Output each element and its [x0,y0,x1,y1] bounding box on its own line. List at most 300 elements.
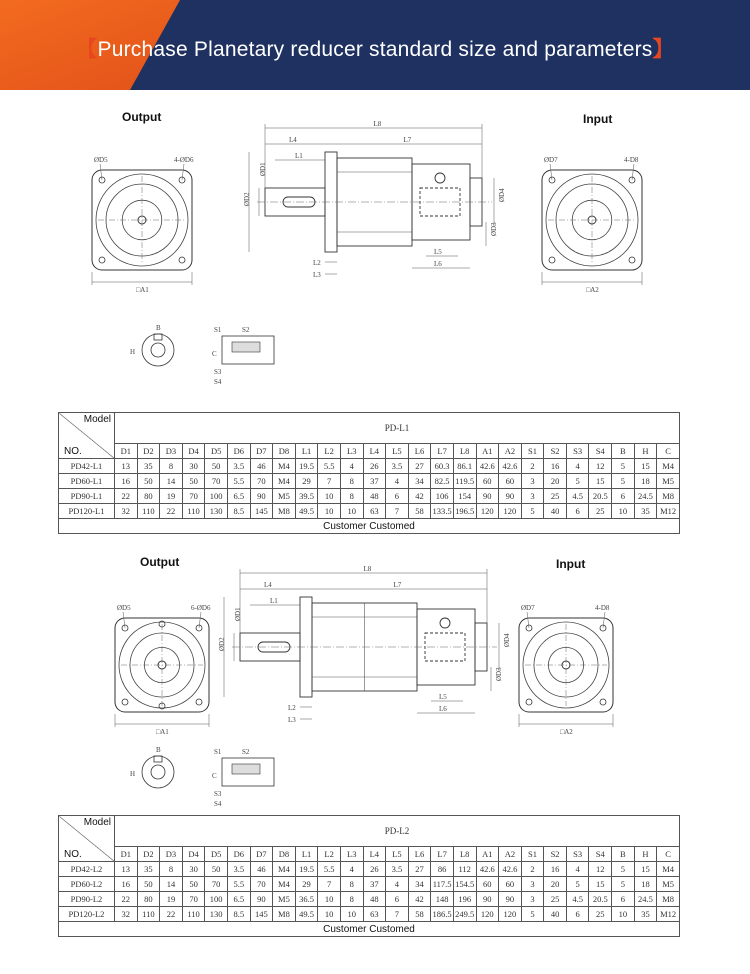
value-cell: 5 [612,459,635,474]
column-header: C [657,847,680,862]
value-cell: 8 [160,862,183,877]
value-cell: 13 [115,862,138,877]
column-header: H [634,847,657,862]
dim-label-d5: ØD5 [94,156,108,164]
dim-label-d8: 4-D8 [624,156,639,164]
value-cell: 3.5 [227,459,250,474]
column-header: L1 [295,444,318,459]
value-cell: 3 [521,474,544,489]
value-cell: 8.5 [227,504,250,519]
value-cell: 50 [182,877,205,892]
column-header: D2 [137,444,160,459]
value-cell: 7 [386,504,409,519]
dim-label-s4: S4 [214,378,222,386]
value-cell: 18 [634,474,657,489]
dim-label-s2: S2 [242,748,250,756]
column-header: L4 [363,847,386,862]
column-header: D3 [160,444,183,459]
value-cell: 120 [476,504,499,519]
bolt-hole-icon [99,257,105,263]
value-cell: M8 [273,504,296,519]
no-heading: NO. [64,849,82,860]
value-cell: 110 [137,504,160,519]
value-cell: 18 [634,877,657,892]
value-cell: 58 [408,907,431,922]
column-header: D7 [250,847,273,862]
technical-drawing [0,555,750,815]
value-cell: 130 [205,907,228,922]
bracket-close: 】 [652,38,674,61]
output-label: Output [122,110,162,124]
column-header: D8 [273,847,296,862]
input-label: Input [556,557,586,571]
column-header: B [612,444,635,459]
value-cell: 154.5 [453,877,476,892]
value-cell: 48 [363,892,386,907]
value-cell: 145 [250,504,273,519]
column-header: S4 [589,444,612,459]
value-cell: 39.5 [295,489,318,504]
column-header: D8 [273,444,296,459]
column-header: A2 [499,847,522,862]
dim-label-d4: ØD4 [503,633,511,647]
model-cell: PD60-L1 [59,474,115,489]
value-cell: 90 [476,892,499,907]
dim-label-l5: L5 [439,693,447,701]
value-cell: 35 [137,459,160,474]
value-cell: 50 [182,474,205,489]
column-header: A1 [476,847,499,862]
table-row [59,474,680,489]
value-cell: 19 [160,892,183,907]
value-cell: 42.6 [476,459,499,474]
side-view-drawing [249,124,494,274]
value-cell: 8 [160,459,183,474]
value-cell: 5.5 [227,877,250,892]
value-cell: 50 [137,474,160,489]
dim-label-b: B [156,746,161,754]
model-cell: PD42-L2 [59,862,115,877]
value-cell: 37 [363,877,386,892]
dim-label-l8: L8 [363,565,372,573]
value-cell: 6 [386,489,409,504]
table-row [59,459,680,474]
value-cell: 117.5 [431,877,454,892]
page-title [0,33,750,63]
value-cell: 10 [318,907,341,922]
value-cell: 249.5 [453,907,476,922]
value-cell: 5 [612,862,635,877]
value-cell: 20 [544,877,567,892]
value-cell: 4 [386,877,409,892]
value-cell: 5.5 [227,474,250,489]
model-heading: Model [83,414,111,425]
dim-label-l3: L3 [313,271,321,279]
keyway [154,756,162,762]
value-cell: 19.5 [295,862,318,877]
dim-label-d3: ØD3 [495,667,503,681]
column-header: D4 [182,444,205,459]
table-corner-cell [59,816,115,862]
value-cell: 25 [544,489,567,504]
series-name: PD-L2 [115,816,680,847]
value-cell: 186.5 [431,907,454,922]
dim-label-d8: 4-D8 [595,604,610,612]
value-cell: 32 [115,907,138,922]
dim-label-l5: L5 [434,248,442,256]
dim-label-l4: L4 [289,136,297,144]
value-cell: 29 [295,877,318,892]
value-cell: 4.5 [566,489,589,504]
value-cell: 100 [205,892,228,907]
dim-label-d1: ØD1 [259,162,267,176]
value-cell: 70 [250,474,273,489]
value-cell: 40 [544,907,567,922]
value-cell: 4 [340,459,363,474]
value-cell: 7 [318,474,341,489]
table-row [59,907,680,922]
value-cell: 60.3 [431,459,454,474]
value-cell: 10 [318,489,341,504]
input-label: Input [583,112,613,126]
value-cell: 40 [544,504,567,519]
value-cell: 8 [340,474,363,489]
column-header: L7 [431,847,454,862]
value-cell: 20.5 [589,892,612,907]
value-cell: 2 [521,862,544,877]
value-cell: 196 [453,892,476,907]
model-cell: PD90-L2 [59,892,115,907]
column-header: S4 [589,847,612,862]
value-cell: 154 [453,489,476,504]
dim-label-d6: 6-ØD6 [191,604,211,612]
clamp-screw-icon [440,618,450,628]
value-cell: 20 [544,474,567,489]
dim-label-d2: ØD2 [218,637,226,651]
value-cell: 27 [408,459,431,474]
value-cell: 48 [363,489,386,504]
value-cell: 22 [160,907,183,922]
key-slot [232,764,260,774]
value-cell: 3 [521,877,544,892]
value-cell: 15 [589,877,612,892]
value-cell: 50 [205,459,228,474]
value-cell: 5 [612,877,635,892]
value-cell: 36.5 [295,892,318,907]
value-cell: M8 [273,907,296,922]
dim-label-l4: L4 [264,581,272,589]
column-header: L2 [318,444,341,459]
value-cell: 60 [499,474,522,489]
column-header: H [634,444,657,459]
dim-label-l6: L6 [439,705,447,713]
value-cell: 80 [137,892,160,907]
value-cell: 16 [115,474,138,489]
value-cell: 130 [205,504,228,519]
value-cell: 42.6 [476,862,499,877]
value-cell: 82.5 [431,474,454,489]
column-header: L4 [363,444,386,459]
bolt-hole-icon [122,699,128,705]
shaft-section-outer [142,756,174,788]
value-cell: 133.5 [431,504,454,519]
value-cell: M4 [273,474,296,489]
value-cell: 8 [340,892,363,907]
value-cell: 110 [137,907,160,922]
value-cell: 46 [250,862,273,877]
value-cell: 49.5 [295,907,318,922]
value-cell: 5 [521,504,544,519]
dim-label-l1: L1 [295,152,303,160]
column-header: S2 [544,444,567,459]
dim-label-a1: □A1 [136,286,149,294]
dim-label-l8: L8 [373,120,382,128]
value-cell: 12 [589,862,612,877]
dim-label-d4: ØD4 [498,188,506,202]
value-cell: 20.5 [589,489,612,504]
value-cell: 8 [340,877,363,892]
output-label: Output [140,555,180,569]
value-cell: 42 [408,489,431,504]
value-cell: 10 [340,504,363,519]
value-cell: 70 [205,474,228,489]
column-header: S2 [544,847,567,862]
value-cell: 15 [589,474,612,489]
series-name: PD-L1 [115,413,680,444]
column-header: L3 [340,847,363,862]
value-cell: 16 [544,862,567,877]
model-cell: PD120-L2 [59,907,115,922]
value-cell: 25 [589,504,612,519]
key-slot [232,342,260,352]
value-cell: 6 [566,504,589,519]
value-cell: 24.5 [634,892,657,907]
value-cell: 10 [318,504,341,519]
value-cell: 42 [408,892,431,907]
dim-label-a2: □A2 [560,728,573,736]
value-cell: 27 [408,862,431,877]
value-cell: 90 [250,892,273,907]
value-cell: 80 [137,489,160,504]
model-cell: PD120-L1 [59,504,115,519]
value-cell: 6.5 [227,489,250,504]
column-header: D5 [205,847,228,862]
dim-label-s1: S1 [214,748,222,756]
dim-label-b: B [156,324,161,332]
column-header: L6 [408,444,431,459]
value-cell: 32 [115,504,138,519]
dim-label-d5: ØD5 [117,604,131,612]
dim-label-l3: L3 [288,716,296,724]
value-cell: 6 [612,892,635,907]
value-cell: M5 [657,474,680,489]
value-cell: 70 [205,877,228,892]
dim-label-l7: L7 [403,136,412,144]
value-cell: 35 [634,504,657,519]
value-cell: 26 [363,862,386,877]
value-cell: 4 [566,459,589,474]
table-corner-cell [59,413,115,459]
value-cell: 112 [453,862,476,877]
value-cell: 30 [182,459,205,474]
table-footer: Customer Customed [59,519,680,534]
value-cell: 60 [476,877,499,892]
value-cell: 58 [408,504,431,519]
dim-label-l1: L1 [270,597,278,605]
value-cell: 15 [634,459,657,474]
value-cell: 196.5 [453,504,476,519]
bolt-hole-icon [629,257,635,263]
output-flange-view [92,164,192,285]
table-footer-row [59,519,680,534]
value-cell: 34 [408,877,431,892]
column-header: L5 [386,444,409,459]
value-cell: 148 [431,892,454,907]
value-cell: 90 [476,489,499,504]
table-row [59,504,680,519]
value-cell: 120 [476,907,499,922]
value-cell: 70 [182,489,205,504]
value-cell: 26 [363,459,386,474]
shaft-section-outer [142,334,174,366]
value-cell: 7 [318,877,341,892]
value-cell: 6 [566,907,589,922]
value-cell: 19.5 [295,459,318,474]
value-cell: 12 [589,459,612,474]
value-cell: 60 [476,474,499,489]
value-cell: 70 [250,877,273,892]
value-cell: 10 [340,907,363,922]
value-cell: 10 [612,907,635,922]
dim-label-s3: S3 [214,790,222,798]
value-cell: M5 [657,877,680,892]
dim-label-d3: ØD3 [490,222,498,236]
column-header: L7 [431,444,454,459]
input-flange-view [519,612,613,727]
column-header: L3 [340,444,363,459]
value-cell: 3.5 [227,862,250,877]
dim-label-l6: L6 [434,260,442,268]
value-cell: 90 [250,489,273,504]
value-cell: 14 [160,877,183,892]
value-cell: 3.5 [386,862,409,877]
column-header: L2 [318,847,341,862]
dim-label-a2: □A2 [586,286,599,294]
value-cell: 10 [612,504,635,519]
value-cell: M4 [273,862,296,877]
value-cell: 5 [566,474,589,489]
value-cell: 5 [566,877,589,892]
dim-label-d6: 4-ØD6 [174,156,194,164]
table-header-row [59,816,680,847]
value-cell: 19 [160,489,183,504]
bolt-hole-icon [179,257,185,263]
value-cell: 6.5 [227,892,250,907]
dim-label-c: C [212,772,217,780]
model-heading: Model [83,817,111,828]
value-cell: 22 [115,892,138,907]
table-header-row [59,413,680,444]
value-cell: 25 [544,892,567,907]
input-flange-view [542,164,642,285]
dim-label-s1: S1 [214,326,222,334]
table-row [59,862,680,877]
value-cell: 7 [386,907,409,922]
value-cell: 16 [544,459,567,474]
value-cell: 5.5 [318,862,341,877]
bolt-hole-icon [600,699,606,705]
value-cell: 22 [160,504,183,519]
bolt-hole-icon [526,699,532,705]
table-column-header-row [59,444,680,459]
value-cell: 50 [137,877,160,892]
dim-label-h: H [130,348,136,356]
value-cell: 29 [295,474,318,489]
dim-label-c: C [212,350,217,358]
dim-label-d7: ØD7 [521,604,535,612]
value-cell: 8 [340,489,363,504]
value-cell: M4 [657,459,680,474]
column-header: D6 [227,444,250,459]
value-cell: 46 [250,459,273,474]
value-cell: M12 [657,907,680,922]
value-cell: 110 [182,907,205,922]
table-footer-row [59,922,680,937]
dim-label-d7: ØD7 [544,156,558,164]
value-cell: 14 [160,474,183,489]
value-cell: M12 [657,504,680,519]
value-cell: 90 [499,489,522,504]
bracket-open: 【 [76,38,98,61]
value-cell: 35 [137,862,160,877]
value-cell: 86 [431,862,454,877]
column-header: D1 [115,444,138,459]
column-header: L6 [408,847,431,862]
spec-table [58,815,680,937]
column-header: D2 [137,847,160,862]
column-header: D7 [250,444,273,459]
model-cell: PD90-L1 [59,489,115,504]
value-cell: 63 [363,907,386,922]
dim-label-l2: L2 [313,259,321,267]
value-cell: 5.5 [318,459,341,474]
value-cell: M8 [657,489,680,504]
value-cell: 34 [408,474,431,489]
value-cell: 120 [499,907,522,922]
output-flange-view [115,612,209,727]
table-footer: Customer Customed [59,922,680,937]
dim-label-s4: S4 [214,800,222,808]
value-cell: 63 [363,504,386,519]
table-row [59,489,680,504]
value-cell: 3 [521,892,544,907]
column-header: D1 [115,847,138,862]
model-cell: PD60-L2 [59,877,115,892]
column-header: D3 [160,847,183,862]
value-cell: 90 [499,892,522,907]
value-cell: 30 [182,862,205,877]
shaft-section-inner [151,765,165,779]
value-cell: 145 [250,907,273,922]
dim-label-d2: ØD2 [243,192,251,206]
bolt-hole-icon [549,257,555,263]
value-cell: 8.5 [227,907,250,922]
value-cell: 42.6 [499,862,522,877]
header-banner [0,0,750,90]
dim-label-l7: L7 [393,581,402,589]
value-cell: 37 [363,474,386,489]
value-cell: 5 [612,474,635,489]
